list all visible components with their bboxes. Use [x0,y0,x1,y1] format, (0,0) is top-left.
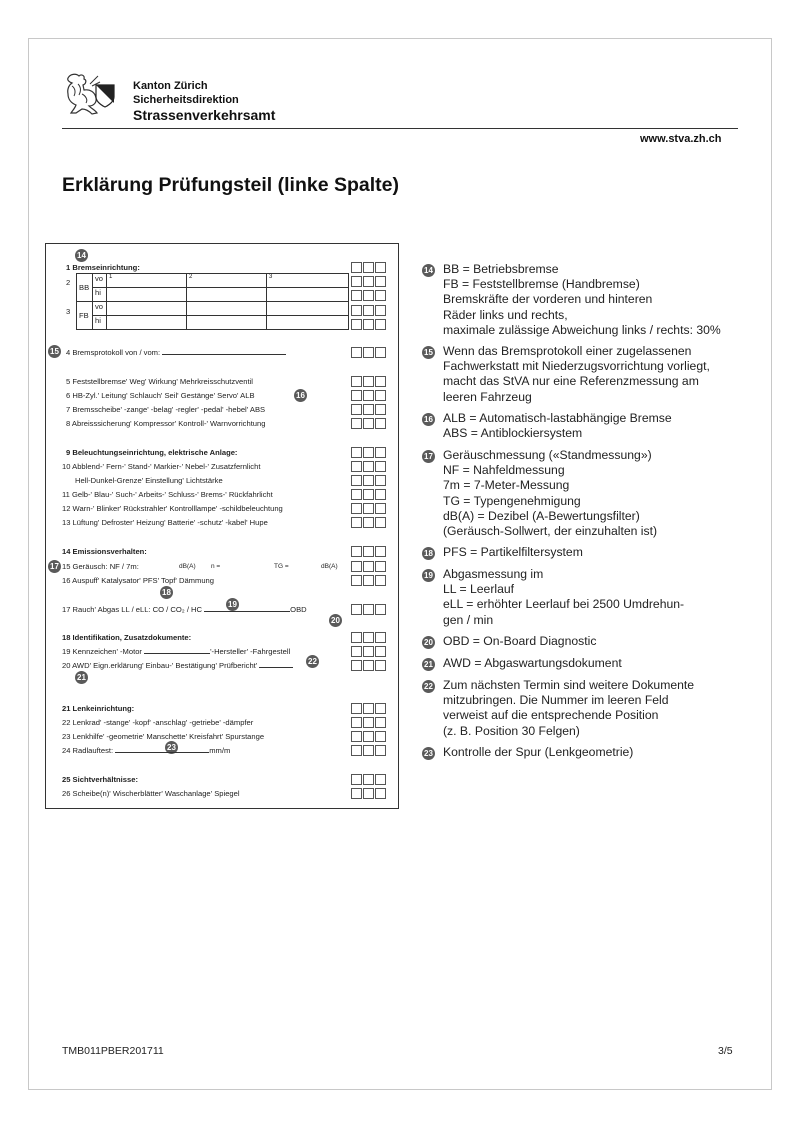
item-15-dba-1: dB(A) [179,563,196,570]
item-6: 6 HB-Zyl.' Leitung' Schlauch' Seil' Gestänge' Servo' ALB [66,391,255,400]
form-badge-16: 16 [294,389,307,402]
department-name: Sicherheitsdirektion [133,94,239,106]
office-name: Strassenverkehrsamt [133,107,276,123]
explanation-22: Zum nächsten Termin sind weitere Dokumente mitzubringen. Die Nummer im leeren Feld verweist auf die entsprechende Position (z. B. Position 30 Felgen) [443,678,695,738]
item-24: 24 Radlauftest: mm/m [62,746,231,755]
explanation-21: AWD = Abgaswartungsdokument [443,656,622,670]
checkbox-group-3a[interactable] [351,305,387,316]
form-badge-21: 21 [75,671,88,684]
form-badge-23: 23 [165,741,178,754]
fb-vo-1[interactable] [107,302,187,316]
item-15: 15 Geräusch: NF / 7m: [62,562,139,571]
section-brake-system: 1 Bremseinrichtung: [66,263,140,272]
item-20: 20 AWD' Eign.erklärung' Einbau-' Bestätigung' Prüfbericht' [62,662,293,670]
checkbox-group-15[interactable] [351,561,387,572]
checkbox-group-25[interactable] [351,774,387,785]
item-10: 10 Abblend-' Fern-' Stand-' Markier-' Nebel-' Zusatzfernlicht [62,462,261,471]
bb-hi-2[interactable] [187,288,267,302]
explanation-badge-16: 16 [422,413,435,426]
explanation-badge-22: 22 [422,680,435,693]
explanation-badge-23: 23 [422,747,435,760]
form-badge-14: 14 [75,249,88,262]
item-12: 12 Warn-' Blinker' Rückstrahler' Kontrolllampe' -schildbeleuchtung [62,504,283,513]
explanation-badge-17: 17 [422,450,435,463]
fb-vo-cell: vo [93,302,107,316]
form-badge-15: 15 [48,345,61,358]
fb-vo-2[interactable] [187,302,267,316]
explanation-badge-21: 21 [422,658,435,671]
footer-page-number: 3/5 [718,1045,733,1057]
item-15-dba-2: dB(A) [321,563,338,570]
section-emissions: 14 Emissionsverhalten: [62,547,147,556]
item-13: 13 Lüftung' Defroster' Heizung' Batterie' -schutz' -kabel' Hupe [62,518,268,527]
row-number-3: 3 [66,307,71,316]
explanation-badge-14: 14 [422,264,435,277]
item-11: 11 Gelb-' Blau-' Such-' Arbeits-' Schluss-' Brems-' Rückfahrlicht [62,490,273,499]
form-badge-22: 22 [306,655,319,668]
checkbox-group-3b[interactable] [351,319,387,330]
checkbox-group-24[interactable] [351,745,387,756]
explanation-14: BB = Betriebsbremse FB = Feststellbremse (Handbremse) Bremskräfte der vorderen und hinteren Räder links und rechts, maximale zulässige Abweichung links / rechts: 30% [443,262,721,337]
col-1-header: 1 [107,274,187,288]
fb-hi-cell: hi [93,316,107,330]
explanation-badge-19: 19 [422,569,435,582]
item-5: 5 Feststellbremse' Weg' Wirkung' Mehrkreisschutzventil [66,377,253,386]
checkbox-group-19[interactable] [351,646,387,657]
checkbox-group-17[interactable] [351,604,387,615]
explanation-badge-18: 18 [422,547,435,560]
explanation-23: Kontrolle der Spur (Lenkgeometrie) [443,745,634,759]
explanation-16: ALB = Automatisch-lastabhängige Bremse ABS = Antiblockiersystem [443,411,672,441]
section-identification: 18 Identifikation, Zusatzdokumente: [62,633,192,642]
fb-cell: FB [77,302,93,330]
checkbox-group-2b[interactable] [351,290,387,301]
item-17-input-line[interactable] [204,611,290,612]
item-19-input-line[interactable] [144,653,210,654]
checkbox-group-4[interactable] [351,347,387,358]
checkbox-group-9[interactable] [351,447,387,458]
item-20-input-line[interactable] [259,667,293,668]
explanation-badge-20: 20 [422,636,435,649]
section-steering: 21 Lenkeinrichtung: [62,704,135,713]
bb-hi-1[interactable] [107,288,187,302]
header-divider [62,128,738,129]
checkbox-group-12[interactable] [351,503,387,514]
explanation-18: PFS = Partikelfiltersystem [443,545,583,559]
checkbox-group-18[interactable] [351,632,387,643]
row-number-2: 2 [66,278,71,287]
explanation-19: Abgasmessung im LL = Leerlauf eLL = erhöhter Leerlauf bei 2500 Umdrehun- gen / min [443,567,685,627]
website-link[interactable]: www.stva.zh.ch [640,133,722,145]
checkbox-group-13[interactable] [351,517,387,528]
item-15-tg: TG = [274,563,289,570]
item-24-input-line[interactable] [115,752,209,753]
bb-hi-cell: hi [93,288,107,302]
checkbox-group-11[interactable] [351,489,387,500]
form-badge-19: 19 [226,598,239,611]
checkbox-group-8[interactable] [351,418,387,429]
fb-hi-2[interactable] [187,316,267,330]
page-title: Erklärung Prüfungsteil (linke Spalte) [62,174,399,196]
item-15-n: n = [211,563,221,570]
coat-of-arms-shield [95,84,135,108]
checkbox-group-7[interactable] [351,404,387,415]
section-visibility: 25 Sichtverhältnisse: [62,775,138,784]
form-badge-20: 20 [329,614,342,627]
col-2-header: 2 [187,274,267,288]
item-8: 8 Abreisssicherung' Kompressor' Kontroll-' Warnvorrichtung [66,419,266,428]
form-badge-17: 17 [48,560,61,573]
checkbox-group-22[interactable] [351,717,387,728]
canton-name: Kanton Zürich [133,80,208,92]
item-16: 16 Auspuff' Katalysator' PFS' Topf' Dämmung [62,576,214,585]
explanation-17: Geräuschmessung («Standmessung») NF = Nahfeldmessung 7m = 7-Meter-Messung TG = Typengenehmigung dB(A) = Dezibel (A-Bewertungsfilter) (Geräusch-Sollwert, der einzuhalten ist) [443,448,658,539]
item-7: 7 Bremsscheibe' -zange' -belag' -regler' -pedal' -hebel' ABS [66,405,266,414]
item-4-input-line[interactable] [162,354,286,355]
explanation-20: OBD = On-Board Diagnostic [443,634,597,648]
checkbox-group-21[interactable] [351,703,387,714]
item-10-continued: Hell-Dunkel-Grenze' Einstellung' Lichtstärke [75,476,223,485]
fb-vo-3[interactable] [267,302,349,316]
fb-hi-3[interactable] [267,316,349,330]
checkbox-group-23[interactable] [351,731,387,742]
item-19: 19 Kennzeichen' -Motor '-Hersteller' -Fahrgestell [62,647,291,656]
checkbox-group-26[interactable] [351,788,387,799]
checkbox-group-16[interactable] [351,575,387,586]
brake-force-table [76,273,349,330]
footer-doc-id: TMB011PBER201711 [62,1045,164,1057]
checkbox-group-14[interactable] [351,546,387,557]
item-17: 17 Rauch' Abgas LL / eLL: CO / CO₂ / HC OBD [62,605,307,614]
bb-cell: BB [77,274,93,302]
bb-vo-cell: vo [93,274,107,288]
checkbox-group-10[interactable] [351,461,387,472]
bb-hi-3[interactable] [267,288,349,302]
checkbox-group-10b[interactable] [351,475,387,486]
explanation-badge-15: 15 [422,346,435,359]
item-4-label: 4 Bremsprotokoll von / vom: [66,349,286,357]
item-23: 23 Lenkhilfe' -geometrie' Manschette' Kreisfahrt' Spurstange [62,732,265,741]
form-badge-18: 18 [160,586,173,599]
checkbox-group-5[interactable] [351,376,387,387]
fb-hi-1[interactable] [107,316,187,330]
explanation-15: Wenn das Bremsprotokoll einer zugelassenen Fachwerkstatt mit Niederzugsvorrichtung vorliegt, macht das StVA nur eine Referenzmessung am leeren Fahrzeug [443,344,710,404]
checkbox-group-1[interactable] [351,262,387,273]
checkbox-group-2a[interactable] [351,276,387,287]
item-22: 22 Lenkrad' -stange' -kopf' -anschlag' -getriebe' -dämpfer [62,718,254,727]
item-26: 26 Scheibe(n)' Wischerblätter' Waschanlage' Spiegel [62,789,240,798]
col-3-header: 3 [267,274,349,288]
checkbox-group-20[interactable] [351,660,387,671]
section-lighting: 9 Beleuchtungseinrichtung, elektrische Anlage: [66,448,238,457]
checkbox-group-6[interactable] [351,390,387,401]
